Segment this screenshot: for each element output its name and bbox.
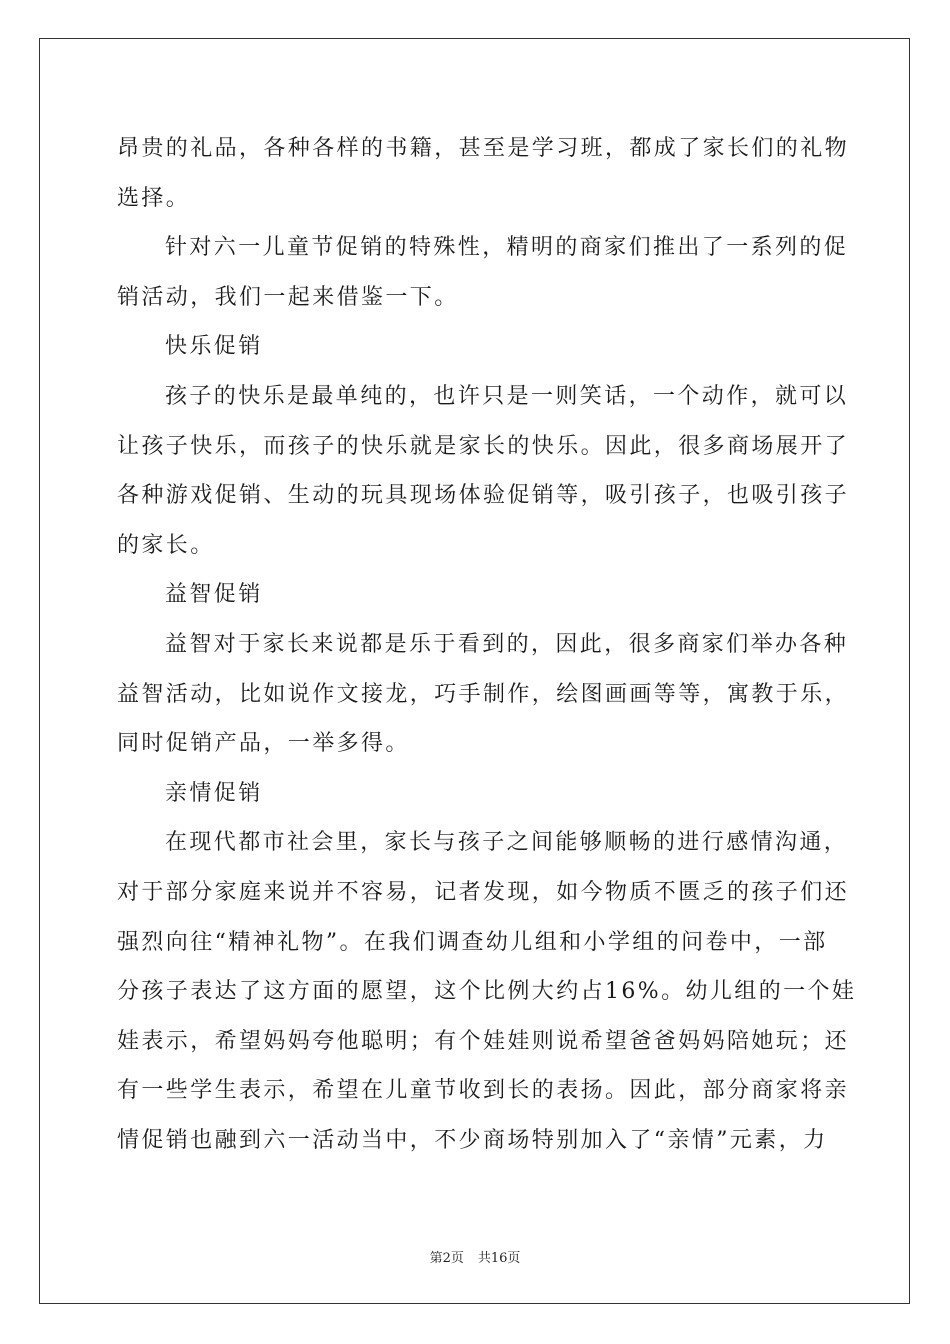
text-line: 娃表示，希望妈妈夸他聪明；有个娃娃则说希望爸爸妈妈陪她玩；还 [117,1028,850,1054]
text-line: 各种游戏促销、生动的玩具现场体验促销等，吸引孩子，也吸引孩子 [117,483,850,509]
text-line: 强烈向往“精神礼物”。在我们调查幼儿组和小学组的问卷中，一部 [117,929,828,955]
section-heading: 快乐促销 [165,334,263,360]
text-line: 同时促销产品，一举多得。 [117,731,410,757]
page-number: 第2页 [429,1251,464,1266]
text-line: 让孩子快乐，而孩子的快乐就是家长的快乐。因此，很多商场展开了 [117,433,850,459]
text-line: 选择。 [117,185,191,211]
text-line: 分孩子表达了这方面的愿望，这个比例大约占16%。幼儿组的一个娃 [117,979,857,1005]
text-line: 针对六一儿童节促销的特殊性，精明的商家们推出了一系列的促 [165,235,849,261]
text-line: 昂贵的礼品，各种各样的书籍，甚至是学习班，都成了家长们的礼物 [117,136,850,161]
text-line: 对于部分家庭来说并不容易，记者发现，如今物质不匮乏的孩子们还 [117,879,850,905]
section-heading: 益智促销 [165,582,263,608]
text-line: 孩子的快乐是最单纯的，也许只是一则笑话，一个动作，就可以 [165,383,849,409]
text-line: 在现代都市社会里，家长与孩子之间能够顺畅的进行感情沟通， [165,830,849,856]
page-footer [0,1247,950,1266]
text-line: 有一些学生表示，希望在儿童节收到长的表扬。因此，部分商家将亲 [117,1078,850,1104]
page-total: 共16页 [477,1251,521,1266]
section-heading: 亲情促销 [165,780,263,806]
text-line: 的家长。 [117,532,215,558]
text-line: 销活动，我们一起来借鉴一下。 [117,284,459,310]
document-body [117,124,857,1165]
text-line: 情促销也融到六一活动当中，不少商场特别加入了“亲情”元素，力 [117,1127,828,1153]
text-line: 益智对于家长来说都是乐于看到的，因此，很多商家们举办各种 [165,631,849,657]
text-line: 益智活动，比如说作文接龙，巧手制作，绘图画画等等，寓教于乐， [117,681,850,707]
